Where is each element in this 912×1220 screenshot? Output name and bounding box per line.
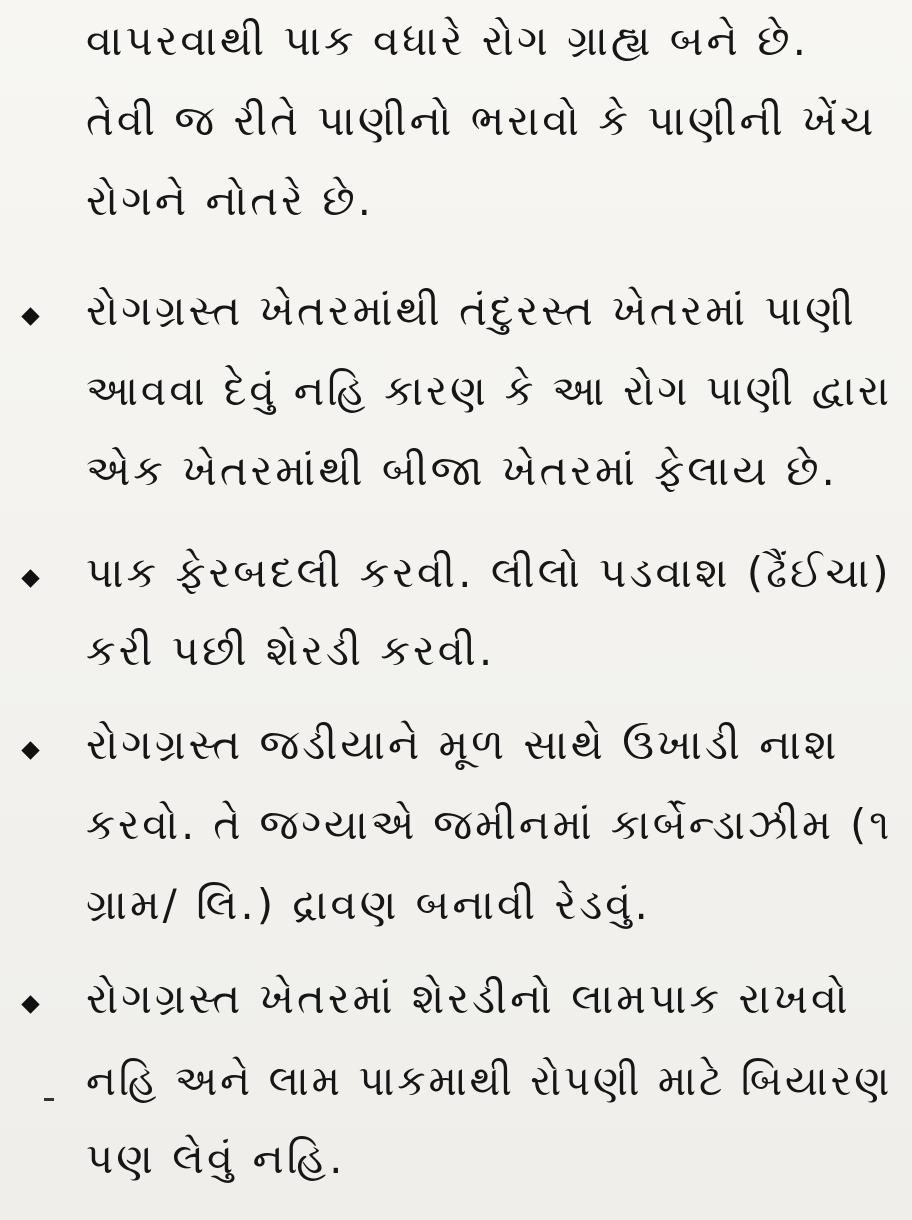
margin-mark [44,1098,54,1101]
text-line: રોગગ્રસ્ત જડીયાને મૂળ સાથે ઉખાડી નાશ [86,720,840,769]
text-line: ગ્રામ/ લિ.) દ્રાવણ બનાવી રેડવું. [86,880,651,929]
bullet-icon [21,569,39,587]
text-line: પણ લેવું નહિ. [86,1134,346,1183]
text-line: વાપરવાથી પાક વધારે રોગ ગ્રાહ્ય બને છે. [86,16,809,65]
text-line: કરવો. તે જગ્યાએ જમીનમાં કાર્બેન્ડાઝીમ (૧ [86,800,893,849]
text-line: રોગગ્રસ્ત ખેતરમાં શેરડીનો લામપાક રાખવો [86,974,851,1023]
text-line: કરી પછી શેરડી કરવી. [86,626,496,675]
bullet-icon [21,995,39,1013]
text-line: તેવી જ રીતે પાણીનો ભરાવો કે પાણીની ખેંચ [86,96,877,145]
text-line: રોગગ્રસ્ત ખેતરમાંથી તંદુરસ્ત ખેતરમાં પાણી [86,286,857,335]
text-line: નહિ અને લામ પાકમાથી રોપણી માટે બિયારણ [86,1056,893,1105]
text-line: રોગને નોતરે છે. [86,176,375,225]
text-line: એક ખેતરમાંથી બીજા ખેતરમાં ફેલાય છે. [86,446,838,495]
bullet-icon [21,307,39,325]
text-line: આવવા દેવું નહિ કારણ કે આ રોગ પાણી દ્વારા [86,366,892,415]
bullet-icon [21,741,39,759]
text-line: પાક ફેરબદલી કરવી. લીલો પડવાશ (ઢૈંઈચા) [86,548,892,597]
